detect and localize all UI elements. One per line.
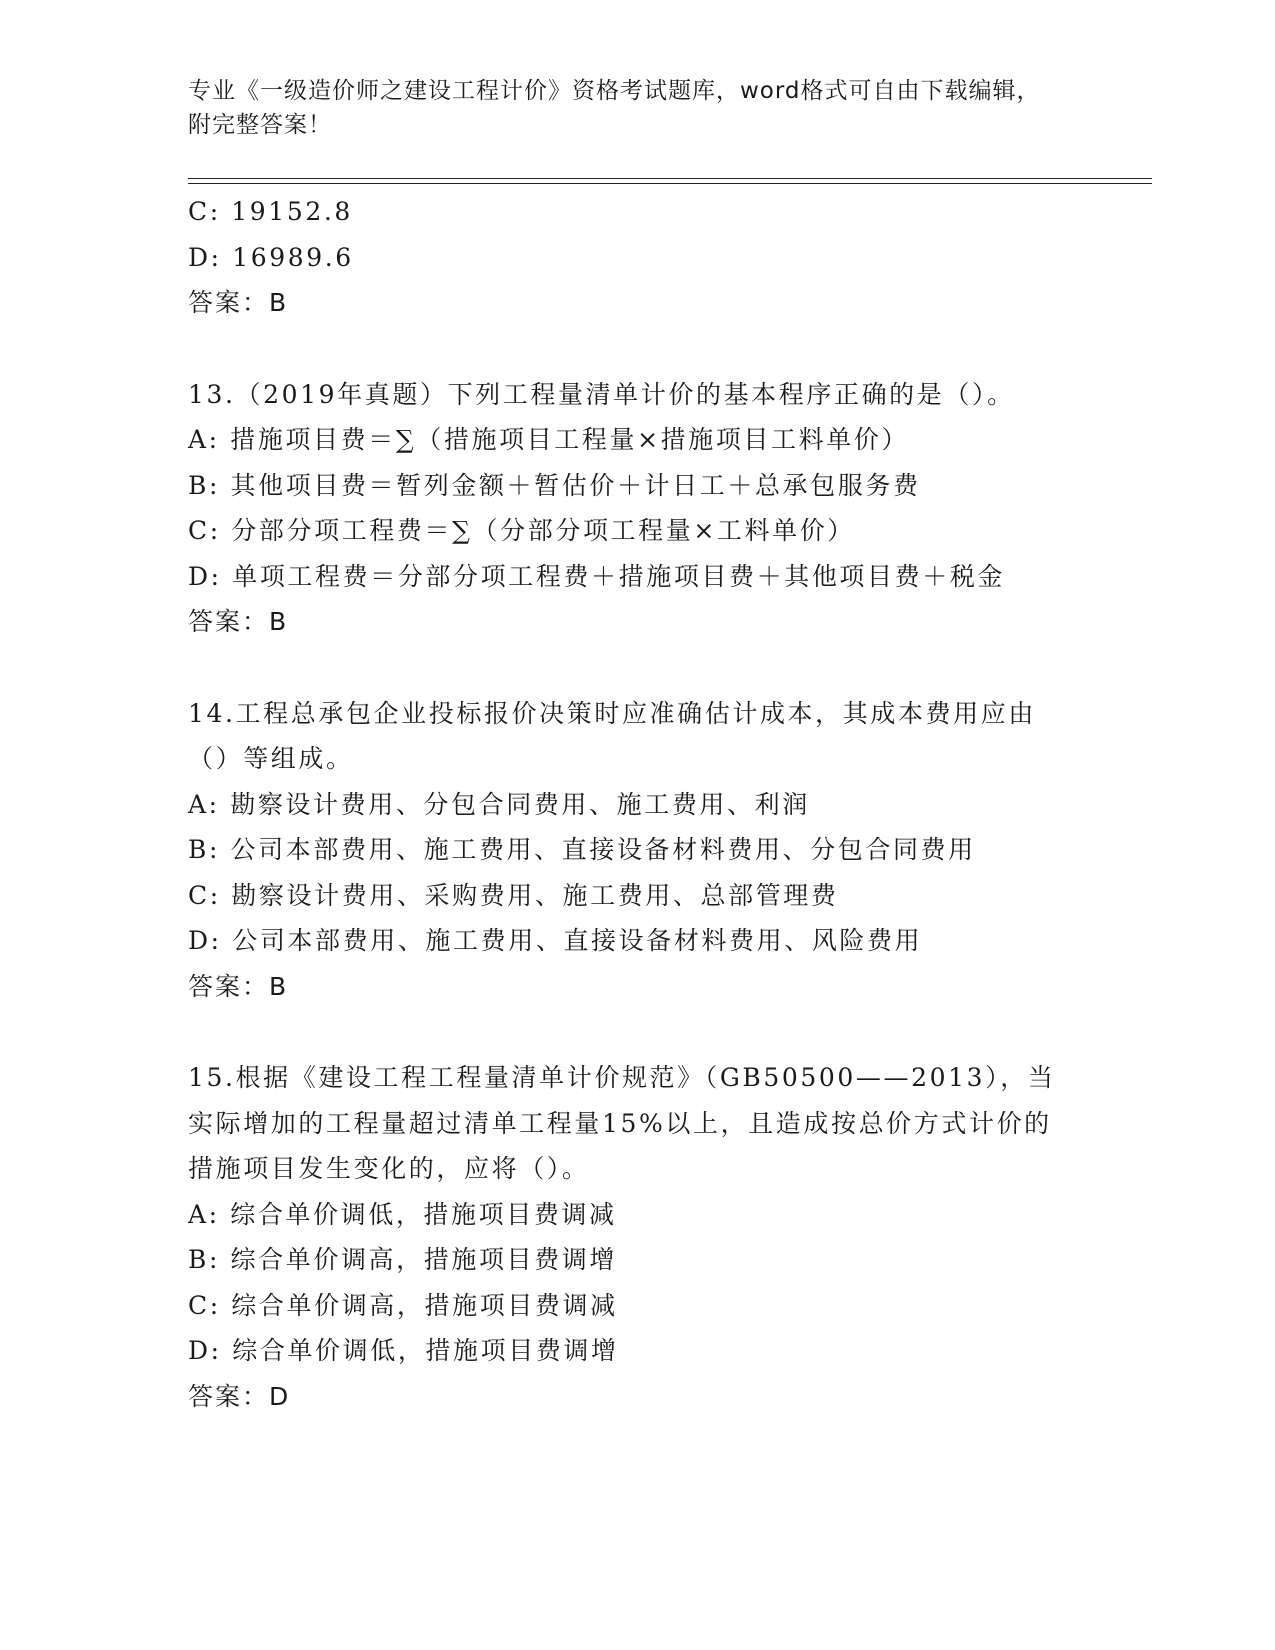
option-a: A: 勘察设计费用、分包合同费用、施工费用、利润 bbox=[188, 789, 810, 819]
answer-line: 答案：D bbox=[188, 1381, 291, 1411]
answer-line: 答案：B bbox=[188, 971, 289, 1001]
question-12-tail bbox=[188, 189, 1088, 326]
question-text-line-2: 实际增加的工程量超过清单工程量15%以上，且造成按总价方式计价的 bbox=[188, 1108, 1052, 1138]
answer-line: 答案：B bbox=[188, 607, 289, 636]
question-15 bbox=[188, 1055, 1088, 1419]
question-text: 13.（2019年真题）下列工程量清单计价的基本程序正确的是（）。 bbox=[188, 379, 1015, 409]
question-14 bbox=[188, 691, 1088, 1010]
header-divider-top bbox=[188, 178, 1152, 179]
question-13 bbox=[188, 372, 1088, 645]
option-d: D: 16989.6 bbox=[188, 242, 354, 272]
option-c: C: 勘察设计费用、采购费用、施工费用、总部管理费 bbox=[188, 880, 839, 910]
option-c: C: 19152.8 bbox=[188, 197, 353, 226]
option-d: D: 公司本部费用、施工费用、直接设备材料费用、风险费用 bbox=[188, 926, 923, 955]
answer-line: 答案：B bbox=[188, 288, 289, 317]
option-b: B: 公司本部费用、施工费用、直接设备材料费用、分包合同费用 bbox=[188, 835, 976, 864]
option-b: B: 综合单价调高，措施项目费调增 bbox=[188, 1245, 617, 1274]
option-a: A: 措施项目费＝∑（措施项目工程量×措施项目工料单价） bbox=[188, 425, 910, 454]
header-line-1: 专业《一级造价师之建设工程计价》资格考试题库，word格式可自由下载编辑， bbox=[188, 78, 1041, 104]
option-c: C: 分部分项工程费＝∑（分部分项工程量×工料单价） bbox=[188, 516, 855, 545]
header-divider-bottom bbox=[188, 183, 1152, 184]
question-text-line-3: 措施项目发生变化的，应将（）。 bbox=[188, 1154, 590, 1183]
header-line-2: 附完整答案！ bbox=[188, 112, 332, 138]
option-d: D: 综合单价调低，措施项目费调增 bbox=[188, 1336, 619, 1365]
question-text-line-1: 15.根据《建设工程工程量清单计价规范》（GB50500——2013），当 bbox=[188, 1063, 1056, 1092]
option-c: C: 综合单价调高，措施项目费调减 bbox=[188, 1290, 618, 1320]
document-header bbox=[188, 74, 1088, 142]
question-text-line-2: （）等组成。 bbox=[188, 744, 354, 773]
question-list bbox=[188, 189, 1088, 1419]
question-text-line-1: 14.工程总承包企业投标报价决策时应准确估计成本，其成本费用应由 bbox=[188, 698, 1036, 728]
option-a: A: 综合单价调低，措施项目费调减 bbox=[188, 1199, 617, 1229]
option-b: B: 其他项目费＝暂列金额＋暂估价＋计日工＋总承包服务费 bbox=[188, 470, 921, 500]
option-d: D: 单项工程费＝分部分项工程费＋措施项目费＋其他项目费＋税金 bbox=[188, 561, 1006, 591]
